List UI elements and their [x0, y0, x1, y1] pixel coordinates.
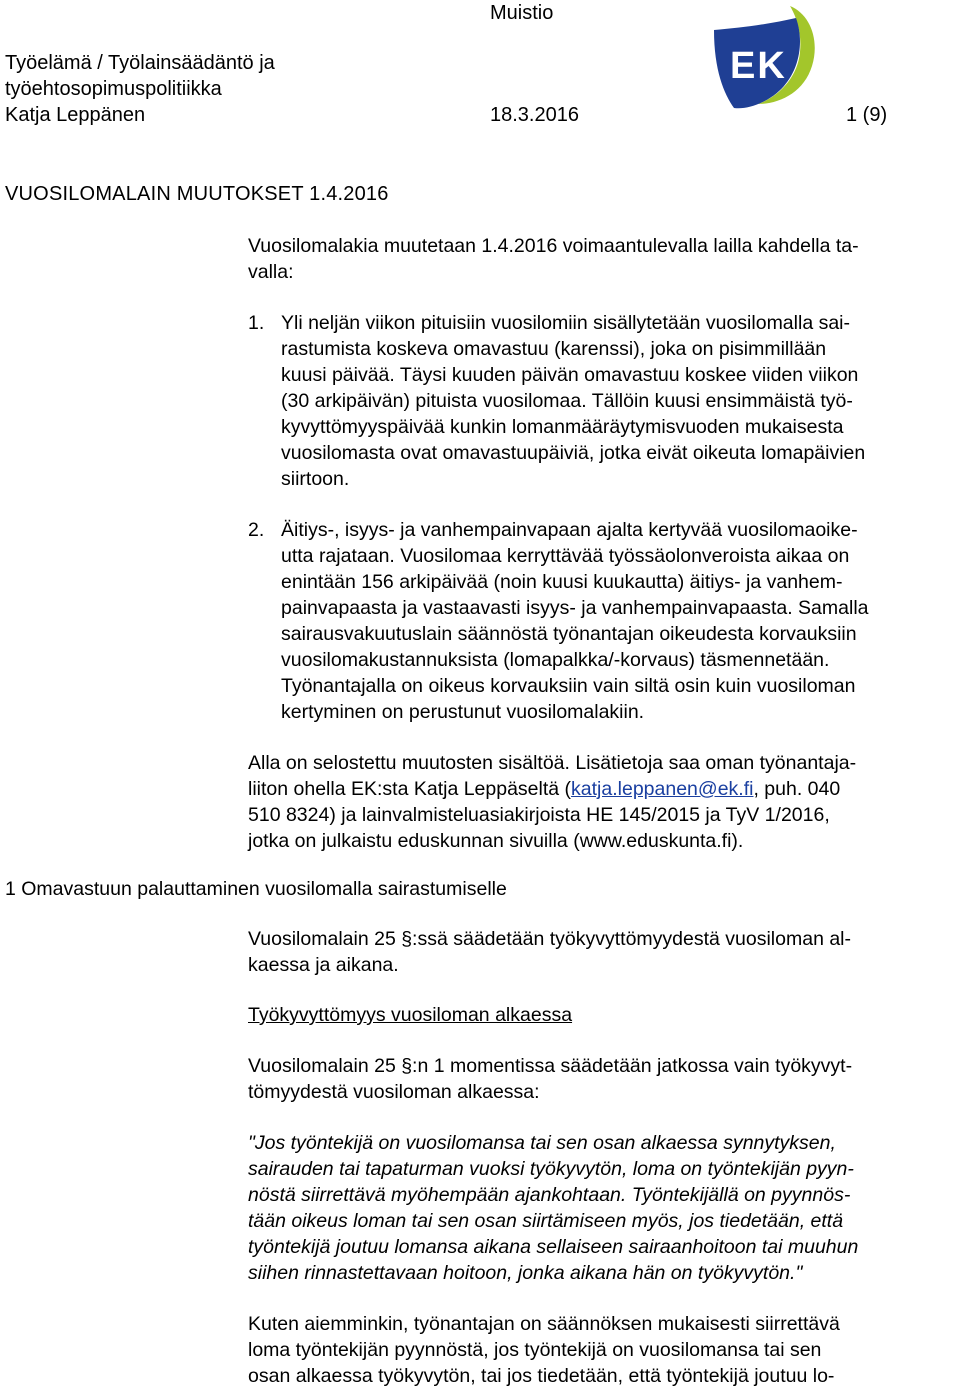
section1-p3-line: loma työntekijän pyynnöstä, jos työntekijä on vuosilomansa tai sen	[248, 1339, 822, 1361]
section-heading: 1 Omavastuun palauttaminen vuosilomalla sairastumiselle	[5, 878, 507, 900]
ek-logo	[700, 0, 820, 120]
logo-text: EK	[730, 45, 787, 87]
item2-line: enintään 156 arkipäivää (noin kuusi kuukautta) äitiys- ja vanhem-	[281, 571, 843, 593]
summary-text: , puh. 040	[753, 778, 841, 800]
author-name: Katja Leppänen	[5, 104, 146, 126]
item1-line: rastumista koskeva omavastuu (karenssi), joka on pisimmillään	[281, 338, 827, 360]
summary-line	[248, 776, 840, 802]
document-title: VUOSILOMALAIN MUUTOKSET 1.4.2016	[5, 183, 389, 205]
item1-line: (30 arkipäivän) pituista vuosilomaa. Tällöin kuusi ensimmäistä työ-	[281, 390, 853, 412]
subheading: Työkyvyttömyys vuosiloman alkaessa	[248, 1004, 573, 1026]
item1-line: siirtoon.	[281, 468, 350, 490]
item2-line: Työnantajalla on oikeus korvauksiin vain siltä osin kuin vuosiloman	[281, 675, 856, 697]
item2-line: Äitiys-, isyys- ja vanhempainvapaan ajalta kertyvää vuosilomaoike-	[281, 519, 858, 541]
item2-line: kertyminen on perustunut vuosilomalakiin.	[281, 701, 645, 723]
summary-line: Alla on selostettu muutosten sisältöä. Lisätietoja saa oman työnantaja-	[248, 752, 857, 774]
department-line-1: Työelämä / Työlainsäädäntö ja	[5, 52, 275, 74]
contact-email-link[interactable]: katja.leppanen@ek.fi	[571, 778, 754, 800]
item2-line: painvapaasta ja vastaavasti isyys- ja vanhempainvapaasta. Samalla	[281, 597, 869, 619]
summary-text: liiton ohella EK:sta Katja Leppäseltä (	[248, 778, 572, 800]
section1-p3-line: osan alkaessa työkyvytön, tai jos tiedetään, että työntekijä joutuu lo-	[248, 1365, 835, 1387]
department-line-2: työehtosopimuspolitiikka	[5, 78, 222, 100]
quote-line: työntekijä joutuu lomansa aikana sellaiseen sairaanhoitoon tai muuhun	[248, 1236, 859, 1258]
item1-line: kyvyttömyyspäivää kunkin lomanmääräytymisvuoden mukaisesta	[281, 416, 844, 438]
item1-line: Yli neljän viikon pituisiin vuosilomiin sisällytetään vuosilomalla sai-	[281, 312, 851, 334]
quote-line: sairauden tai tapaturman vuoksi työkyvytön, loma on työntekijän pyyn-	[248, 1158, 854, 1180]
quote-line: nöstä siirrettävä myöhempään ajankohtaan. Työntekijällä on pyynnös-	[248, 1184, 851, 1206]
document-date: 18.3.2016	[490, 104, 579, 126]
section1-p1-line: kaessa ja aikana.	[248, 954, 399, 976]
section1-p2-line: tömyydestä vuosiloman alkaessa:	[248, 1081, 540, 1103]
list-number-2: 2.	[248, 519, 265, 541]
intro-line: Vuosilomalakia muutetaan 1.4.2016 voimaantulevalla lailla kahdella ta-	[248, 235, 859, 257]
section1-p2-line: Vuosilomalain 25 §:n 1 momentissa säädetään jatkossa vain työkyvyt-	[248, 1055, 853, 1077]
item2-line: sairausvakuutuslain säännöstä työnantajan oikeudesta korvauksiin	[281, 623, 857, 645]
list-number-1: 1.	[248, 312, 265, 334]
item1-line: vuosilomasta ovat omavastuupäiviä, jotka eivät oikeuta lomapäivien	[281, 442, 866, 464]
page-number: 1 (9)	[846, 104, 888, 126]
quote-line: tään oikeus loman tai sen osan siirtämiseen myös, jos tiedetään, että	[248, 1210, 844, 1232]
section1-p3-line: Kuten aiemminkin, työnantajan on säännöksen mukaisesti siirrettävä	[248, 1313, 840, 1335]
quote-line: siihen rinnastettavaan hoitoon, jonka aikana hän on työkyvytön."	[248, 1262, 803, 1284]
intro-line: valla:	[248, 261, 294, 283]
quote-line: "Jos työntekijä on vuosilomansa tai sen osan alkaessa synnytyksen,	[248, 1132, 836, 1154]
item2-line: utta rajataan. Vuosilomaa kerryttävää työssäolonveroista aikaa on	[281, 545, 850, 567]
item1-line: kuusi päivää. Täysi kuuden päivän omavastuu koskee viiden viikon	[281, 364, 859, 386]
summary-line: 510 8324) ja lainvalmisteluasiakirjoista HE 145/2015 ja TyV 1/2016,	[248, 804, 830, 826]
summary-line: jotka on julkaistu eduskunnan sivuilla (www.eduskunta.fi).	[248, 830, 744, 852]
item2-line: vuosilomakustannuksista (lomapalkka/-korvaus) täsmennetään.	[281, 649, 830, 671]
section1-p1-line: Vuosilomalain 25 §:ssä säädetään työkyvyttömyydestä vuosiloman al-	[248, 928, 852, 950]
document-type: Muistio	[490, 2, 554, 24]
